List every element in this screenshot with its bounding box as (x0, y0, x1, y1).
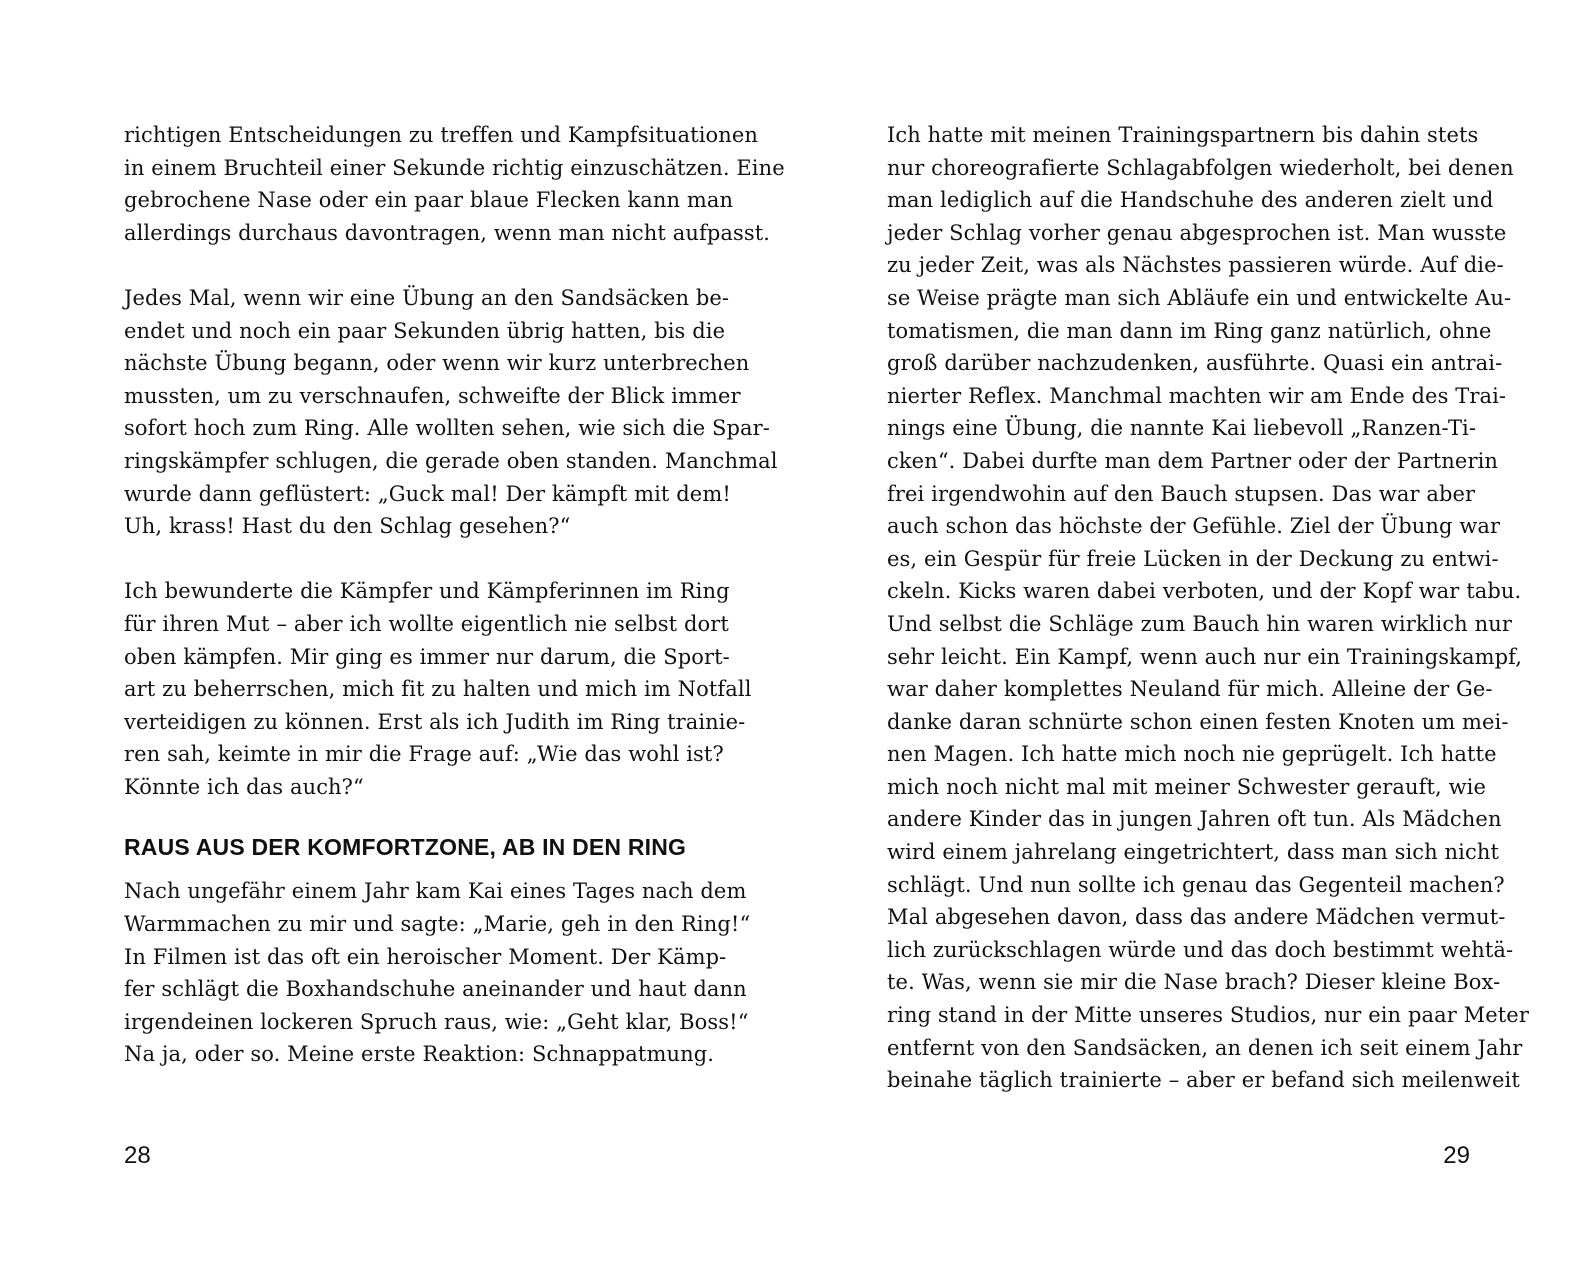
right-page (797, 0, 1594, 1270)
text-line: danke daran schnürte schon einen festen Knoten um mei- (887, 709, 1509, 734)
text-line: man lediglich auf die Handschuhe des anderen zielt und (887, 188, 1494, 213)
left-text-block (124, 119, 785, 1071)
text-line: ckeln. Kicks waren dabei verboten, und der Kopf war tabu. (887, 579, 1522, 604)
text-line: nächste Übung begann, oder wenn wir kurz unterbrechen (124, 351, 750, 376)
text-line: se Weise prägte man sich Abläufe ein und entwickelte Au- (887, 285, 1512, 310)
text-line: Könnte ich das auch?“ (124, 774, 364, 799)
text-line: lich zurückschlagen würde und das doch bestimmt wehtä- (887, 937, 1514, 962)
text-line: tomatismen, die man dann im Ring ganz natürlich, ohne (887, 318, 1492, 343)
text-line: Uh, krass! Hast du den Schlag gesehen?“ (124, 514, 571, 539)
text-line: mich noch nicht mal mit meiner Schwester gerauft, wie (887, 774, 1487, 799)
text-line: in einem Bruchteil einer Sekunde richtig einzuschätzen. Eine (124, 155, 785, 180)
text-line: sehr leicht. Ein Kampf, wenn auch nur ein Trainingskampf, (887, 644, 1523, 669)
text-line: irgendeinen lockeren Spruch raus, wie: „Geht klar, Boss!“ (124, 1009, 749, 1034)
text-line: mussten, um zu verschnaufen, schweifte der Blick immer (124, 383, 741, 408)
text-line: Jedes Mal, wenn wir eine Übung an den Sandsäcken be- (124, 285, 730, 310)
text-line: jeder Schlag vorher genau abgesprochen ist. Man wusste (887, 220, 1507, 245)
section-heading: RAUS AUS DER KOMFORTZONE, AB IN DEN RING (124, 834, 687, 861)
text-line: Ich hatte mit meinen Trainingspartnern bis dahin stets (887, 123, 1479, 147)
text-line: gebrochene Nase oder ein paar blaue Flecken kann man (124, 188, 734, 213)
text-line: nierter Reflex. Manchmal machten wir am Ende des Trai- (887, 383, 1507, 408)
text-line: nen Magen. Ich hatte mich noch nie geprügelt. Ich hatte (887, 742, 1497, 767)
text-line: groß darüber nachzudenken, ausführte. Quasi ein antrai- (887, 351, 1503, 376)
text-line: nings eine Übung, die nannte Kai liebevoll „Ranzen-Ti- (887, 416, 1477, 441)
text-line: andere Kinder das in jungen Jahren oft tun. Als Mädchen (887, 807, 1502, 832)
text-line: cken“. Dabei durfte man dem Partner oder der Partnerin (887, 448, 1499, 473)
text-line: ringskämpfer schlugen, die gerade oben standen. Manchmal (124, 448, 778, 473)
text-line: Na ja, oder so. Meine erste Reaktion: Schnappatmung. (124, 1042, 715, 1067)
text-line: Und selbst die Schläge zum Bauch hin waren wirklich nur (887, 611, 1512, 636)
text-line: Ich bewunderte die Kämpfer und Kämpferinnen im Ring (124, 579, 730, 604)
text-line: ren sah, keimte in mir die Frage auf: „Wie das wohl ist? (124, 742, 724, 767)
text-line: nur choreografierte Schlagabfolgen wiederholt, bei denen (887, 155, 1514, 180)
text-line: schlägt. Und nun sollte ich genau das Gegenteil machen? (887, 872, 1505, 897)
text-line: allerdings durchaus davontragen, wenn man nicht aufpasst. (124, 220, 771, 245)
text-line: entfernt von den Sandsäcken, an denen ich seit einem Jahr (887, 1035, 1523, 1060)
text-line: oben kämpfen. Mir ging es immer nur darum, die Sport- (124, 644, 730, 669)
text-line: te. Was, wenn sie mir die Nase brach? Dieser kleine Box- (887, 970, 1501, 995)
text-line: beinahe täglich trainierte – aber er befand sich meilenweit (887, 1068, 1520, 1093)
text-line: Mal abgesehen davon, dass das andere Mädchen vermut- (887, 905, 1506, 930)
text-line: fer schlägt die Boxhandschuhe aneinander und haut dann (124, 977, 747, 1002)
text-line: verteidigen zu können. Erst als ich Judith im Ring trainie- (124, 709, 746, 734)
text-line: sofort hoch zum Ring. Alle wollten sehen, wie sich die Spar- (124, 416, 770, 441)
text-line: zu jeder Zeit, was als Nächstes passieren würde. Auf die- (887, 253, 1504, 278)
text-line: es, ein Gespür für freie Lücken in der Deckung zu entwi- (887, 546, 1499, 571)
text-line: frei irgendwohin auf den Bauch stupsen. Das war aber (887, 481, 1476, 506)
text-line: für ihren Mut – aber ich wollte eigentlich nie selbst dort (124, 611, 729, 636)
text-line: endet und noch ein paar Sekunden übrig hatten, bis die (124, 318, 726, 343)
text-line: auch schon das höchste der Gefühle. Ziel der Übung war (887, 514, 1501, 539)
page-number-left: 28 (124, 1142, 151, 1169)
paragraph-gap (124, 249, 685, 282)
text-line: richtigen Entscheidungen zu treffen und Kampfsituationen (124, 123, 759, 147)
text-line: war daher komplettes Neuland für mich. Alleine der Ge- (887, 677, 1493, 702)
text-line: Nach ungefähr einem Jahr kam Kai eines Tages nach dem (124, 879, 747, 904)
text-line: wird einem jahrelang eingetrichtert, dass man sich nicht (887, 840, 1499, 865)
right-text-block (887, 119, 1529, 1097)
paragraph-gap (124, 543, 685, 576)
text-line: art zu beherrschen, mich fit zu halten und mich im Notfall (124, 677, 752, 702)
text-line: Warmmachen zu mir und sagte: „Marie, geh in den Ring!“ (124, 912, 751, 937)
text-line: wurde dann geflüstert: „Guck mal! Der kämpft mit dem! (124, 481, 731, 506)
page-number-right: 29 (1443, 1142, 1470, 1169)
text-line: ring stand in der Mitte unseres Studios, nur ein paar Meter (887, 1003, 1529, 1028)
text-line: In Filmen ist das oft ein heroischer Moment. Der Kämp- (124, 944, 727, 969)
